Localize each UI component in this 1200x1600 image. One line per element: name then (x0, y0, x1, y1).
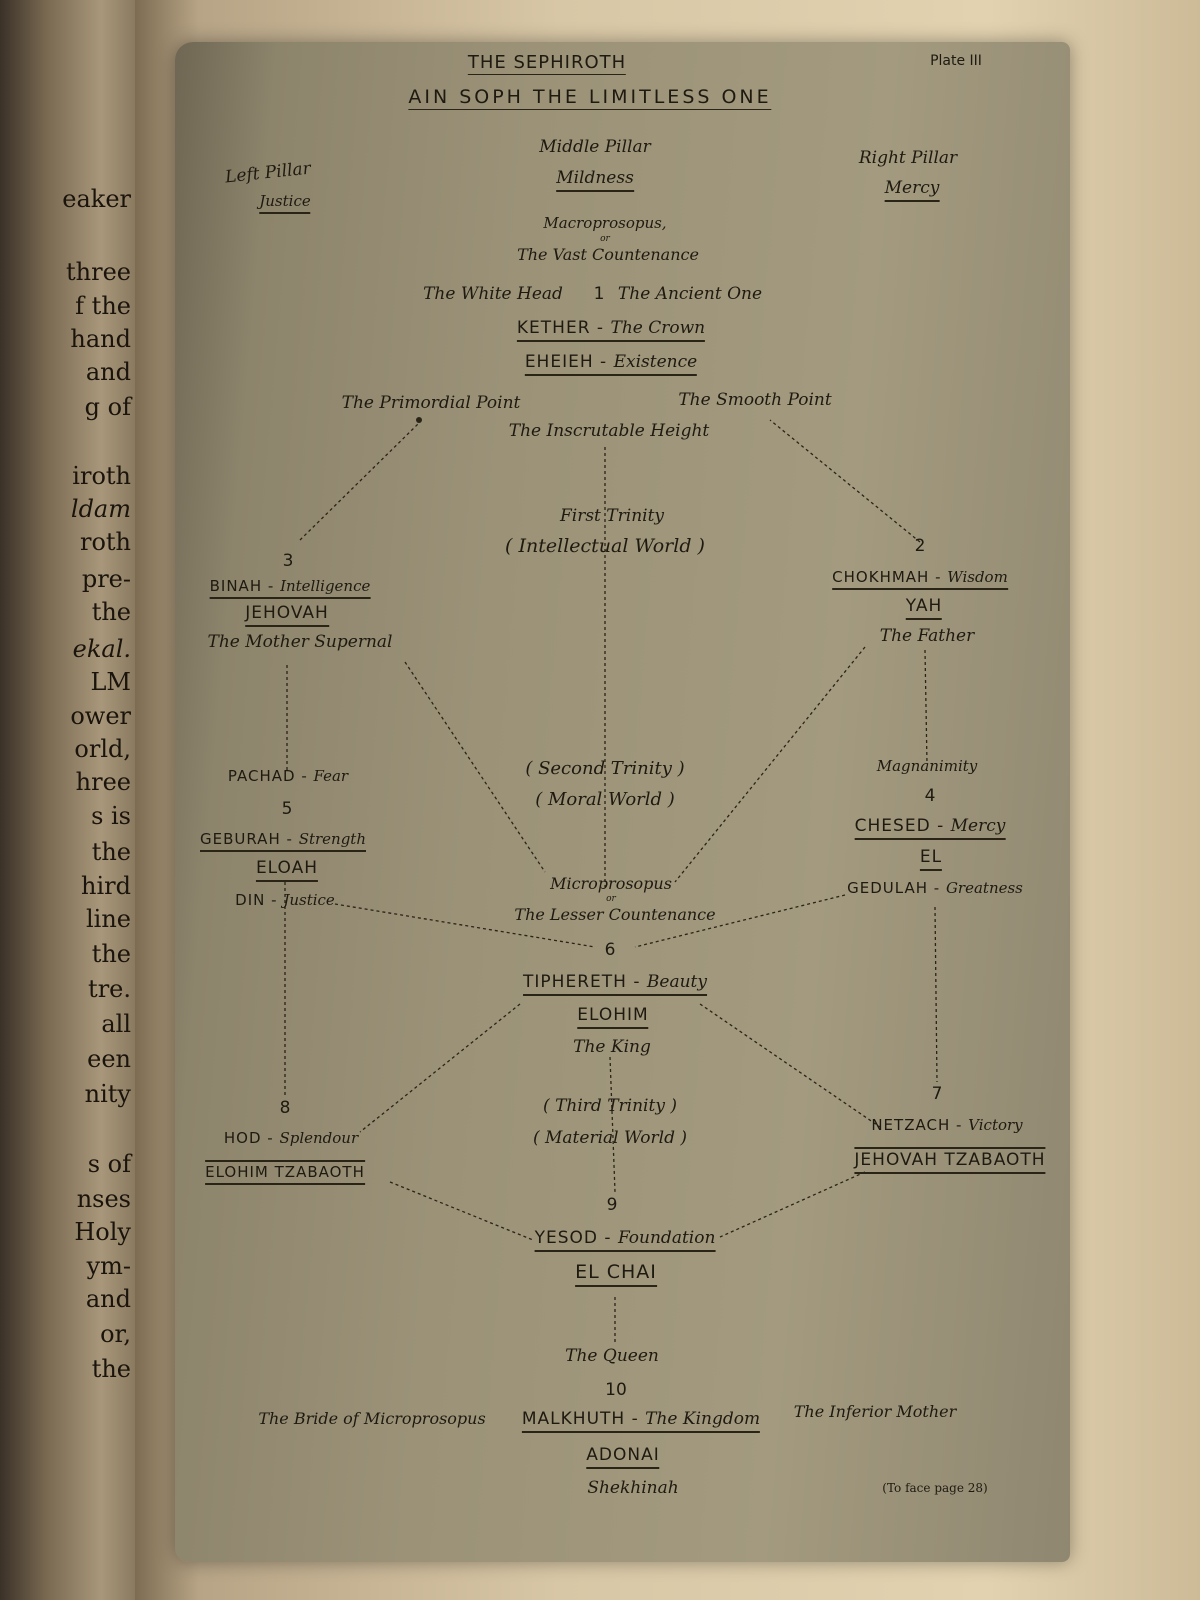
left-page-text-fragment: hand (70, 325, 131, 353)
third-trinity-text: Third Trinity (555, 1096, 665, 1116)
primordial-point-label: The Primordial Point (341, 393, 521, 413)
lesser-countenance-label: The Lesser Countenance (514, 905, 716, 924)
chokhmah-meaning: Wisdom (947, 568, 1008, 586)
microprosopus-or: or (606, 894, 616, 904)
middle-pillar-quality: Mildness (556, 170, 634, 192)
geburah-number: 5 (281, 799, 293, 819)
path-binah-tiphereth (405, 662, 545, 872)
elohim-name: ELOHIM (577, 1007, 648, 1029)
path-chokhmah-kether (770, 420, 920, 542)
din-meaning: Justice (283, 891, 335, 909)
geburah-meaning: Strength (298, 830, 366, 848)
white-head-label: The White Head (423, 284, 563, 304)
gedulah-line: GEDULAH - Greatness (847, 879, 1023, 897)
elohim-tzabaoth-name: ELOHIM TZABAOTH (205, 1160, 365, 1185)
second-trinity-text: Second Trinity (538, 758, 672, 779)
queen-label: The Queen (565, 1346, 659, 1366)
malkhuth-meaning: The Kingdom (645, 1409, 761, 1429)
din-line: DIN - Justice (235, 891, 335, 909)
left-page-text-fragment: line (85, 905, 131, 933)
bride-label: The Bride of Microprosopus (258, 1409, 486, 1428)
chokhmah-number: 2 (914, 536, 926, 556)
netzach-name: NETZACH (871, 1116, 951, 1134)
el-chai-name: EL CHAI (575, 1263, 657, 1287)
hod-meaning: Splendour (279, 1129, 359, 1147)
left-page-text-fragment: the (91, 838, 131, 866)
pachad-name: PACHAD (227, 767, 296, 785)
vast-countenance-label: The Vast Countenance (517, 245, 699, 264)
kether-name: KETHER (516, 318, 591, 338)
left-page-text-fragment: nses (76, 1185, 131, 1213)
left-page-text-fragment: tre. (88, 975, 131, 1003)
left-page-text-fragment: eaker (62, 185, 131, 213)
malkhuth-name: MALKHUTH (521, 1409, 626, 1429)
plate-subtitle: AIN SOPH THE LIMITLESS ONE (408, 86, 772, 108)
path-chesed-netzach (935, 907, 937, 1082)
macroprosopus-label: Macroprosopus, (543, 214, 667, 232)
path-middle-pillar-lower (610, 1057, 615, 1192)
magnanimity-label: Magnanimity (876, 757, 978, 775)
path-chokhmah-chesed (925, 650, 927, 764)
tiphereth-line: TIPHERETH - Beauty (523, 974, 707, 996)
ancient-one-label: The Ancient One (617, 284, 763, 304)
plate-label: Plate III (930, 53, 982, 69)
left-page-text-fragment: or, (100, 1320, 131, 1348)
intellectual-world-label: ( Intellectual World ) (505, 535, 705, 557)
inscrutable-height-label: The Inscrutable Height (508, 421, 710, 441)
left-page-text-fragment: the (91, 598, 131, 626)
left-page-text-fragment: and (85, 1285, 131, 1313)
tiphereth-name: TIPHERETH (523, 972, 627, 992)
sephiroth-plate (175, 42, 1070, 1562)
left-pillar-quality: Justice (259, 194, 310, 214)
netzach-line: NETZACH - Victory (871, 1116, 1023, 1134)
left-page-text-fragment: all (101, 1010, 131, 1038)
kether-number: 1 (593, 284, 605, 304)
inferior-mother-label: The Inferior Mother (793, 1402, 957, 1421)
plate-footer: (To face page 28) (882, 1481, 988, 1495)
eheieh-meaning: Existence (613, 352, 698, 372)
malkhuth-line: MALKHUTH - The Kingdom (522, 1411, 760, 1433)
path-binah-kether (300, 424, 418, 540)
pachad-line: PACHAD - Fear (227, 767, 349, 785)
eloah-name: ELOAH (256, 860, 318, 882)
chesed-number: 4 (924, 786, 936, 806)
second-trinity-label: ( Second Trinity ) (525, 758, 685, 779)
right-pillar-name: Right Pillar (858, 148, 958, 168)
binah-number: 3 (282, 551, 294, 571)
left-page-text-fragment: ym- (86, 1252, 131, 1280)
hod-number: 8 (279, 1098, 291, 1118)
yesod-meaning: Foundation (617, 1228, 716, 1248)
chesed-line: CHESED - Mercy (855, 818, 1006, 840)
left-page-text-fragment: s of (87, 1150, 131, 1178)
hod-line: HOD - Splendour (223, 1129, 359, 1147)
left-page-text-fragment: hree (75, 768, 131, 796)
path-tiphereth-netzach (700, 1004, 880, 1127)
chesed-name: CHESED (854, 816, 931, 836)
moral-world-text: Moral World (547, 789, 663, 810)
path-tiphereth-hod (360, 1004, 520, 1132)
jehovah-tzabaoth-name: JEHOVAH TZABAOTH (854, 1147, 1045, 1174)
netzach-meaning: Victory (968, 1116, 1023, 1134)
left-page-text-fragment: s is (91, 802, 131, 830)
chokhmah-name: CHOKHMAH (832, 568, 930, 586)
left-page (0, 0, 135, 1600)
third-trinity-label: ( Third Trinity ) (543, 1096, 677, 1116)
left-page-text-fragment: ower (70, 702, 131, 730)
moral-world-label: ( Moral World ) (535, 789, 675, 810)
geburah-name: GEBURAH (200, 830, 281, 848)
left-page-text-fragment: three (66, 258, 131, 286)
tiphereth-meaning: Beauty (646, 972, 707, 992)
tiphereth-number: 6 (604, 940, 616, 960)
left-page-text-fragment: ekal. (72, 635, 131, 663)
left-page-text-fragment: the (91, 1355, 131, 1383)
binah-name: BINAH (209, 577, 263, 595)
eheieh-name: EHEIEH (524, 352, 594, 372)
right-pillar-quality: Mercy (885, 180, 940, 202)
jehovah-binah: JEHOVAH (245, 605, 329, 627)
left-page-text-fragment: ldam (70, 495, 131, 523)
microprosopus-label: Microprosopus (550, 874, 672, 893)
mother-supernal-label: The Mother Supernal (207, 632, 393, 652)
left-page-text-fragment: roth (79, 528, 131, 556)
binah-meaning: Intelligence (280, 577, 371, 595)
left-page-text-fragment: the (91, 940, 131, 968)
eheieh-line: EHEIEH - Existence (525, 354, 697, 376)
path-hod-yesod (390, 1182, 533, 1240)
middle-pillar-name: Middle Pillar (539, 137, 651, 157)
plate-title: THE SEPHIROTH (467, 52, 627, 73)
first-trinity-label: First Trinity (559, 506, 665, 526)
el-name: EL (920, 849, 942, 871)
adonai-name: ADONAI (586, 1447, 659, 1469)
chokhmah-line: CHOKHMAH - Wisdom (832, 569, 1008, 590)
left-page-text-fragment: and (85, 358, 131, 386)
geburah-line: GEBURAH - Strength (200, 831, 366, 852)
kether-name-line: KETHER - The Crown (517, 320, 705, 342)
intellectual-world-text: Intellectual World (518, 535, 692, 557)
path-chokhmah-tiphereth (675, 647, 865, 882)
left-page-text-fragment: een (87, 1045, 131, 1073)
yesod-name: YESOD (534, 1228, 598, 1248)
left-page-text-fragment: nity (84, 1080, 131, 1108)
gedulah-name: GEDULAH (847, 879, 928, 897)
left-page-text-fragment: iroth (72, 462, 131, 490)
left-pillar-name: Left Pillar (224, 158, 312, 188)
shekhinah-label: Shekhinah (587, 1478, 679, 1498)
yesod-line: YESOD - Foundation (535, 1230, 716, 1252)
binah-line: BINAH - Intelligence (210, 578, 371, 599)
yah-name: YAH (906, 598, 942, 620)
material-world-text: Material World (545, 1128, 675, 1148)
hod-name: HOD (223, 1129, 262, 1147)
king-label: The King (573, 1037, 651, 1057)
primordial-point-dot (416, 417, 422, 423)
left-page-text-fragment: LM (90, 668, 131, 696)
left-page-text-fragment: g of (84, 393, 131, 421)
material-world-label: ( Material World ) (532, 1128, 688, 1148)
netzach-number: 7 (931, 1084, 943, 1104)
left-page-text-fragment: Holy (74, 1218, 131, 1246)
malkhuth-number: 10 (605, 1380, 627, 1400)
pachad-meaning: Fear (313, 767, 349, 785)
left-page-text-fragment: orld, (74, 735, 131, 763)
left-page-text-fragment: f the (75, 292, 131, 320)
smooth-point-label: The Smooth Point (678, 390, 832, 410)
father-label: The Father (879, 626, 975, 646)
yesod-number: 9 (606, 1195, 618, 1215)
macroprosopus-or: or (600, 234, 610, 244)
path-netzach-yesod (720, 1172, 865, 1237)
left-page-text-fragment: pre- (81, 565, 131, 593)
kether-meaning: The Crown (610, 318, 706, 338)
left-page-text-fragment: hird (81, 872, 131, 900)
din-name: DIN (235, 891, 266, 909)
gedulah-meaning: Greatness (945, 879, 1023, 897)
chesed-meaning: Mercy (950, 816, 1006, 836)
